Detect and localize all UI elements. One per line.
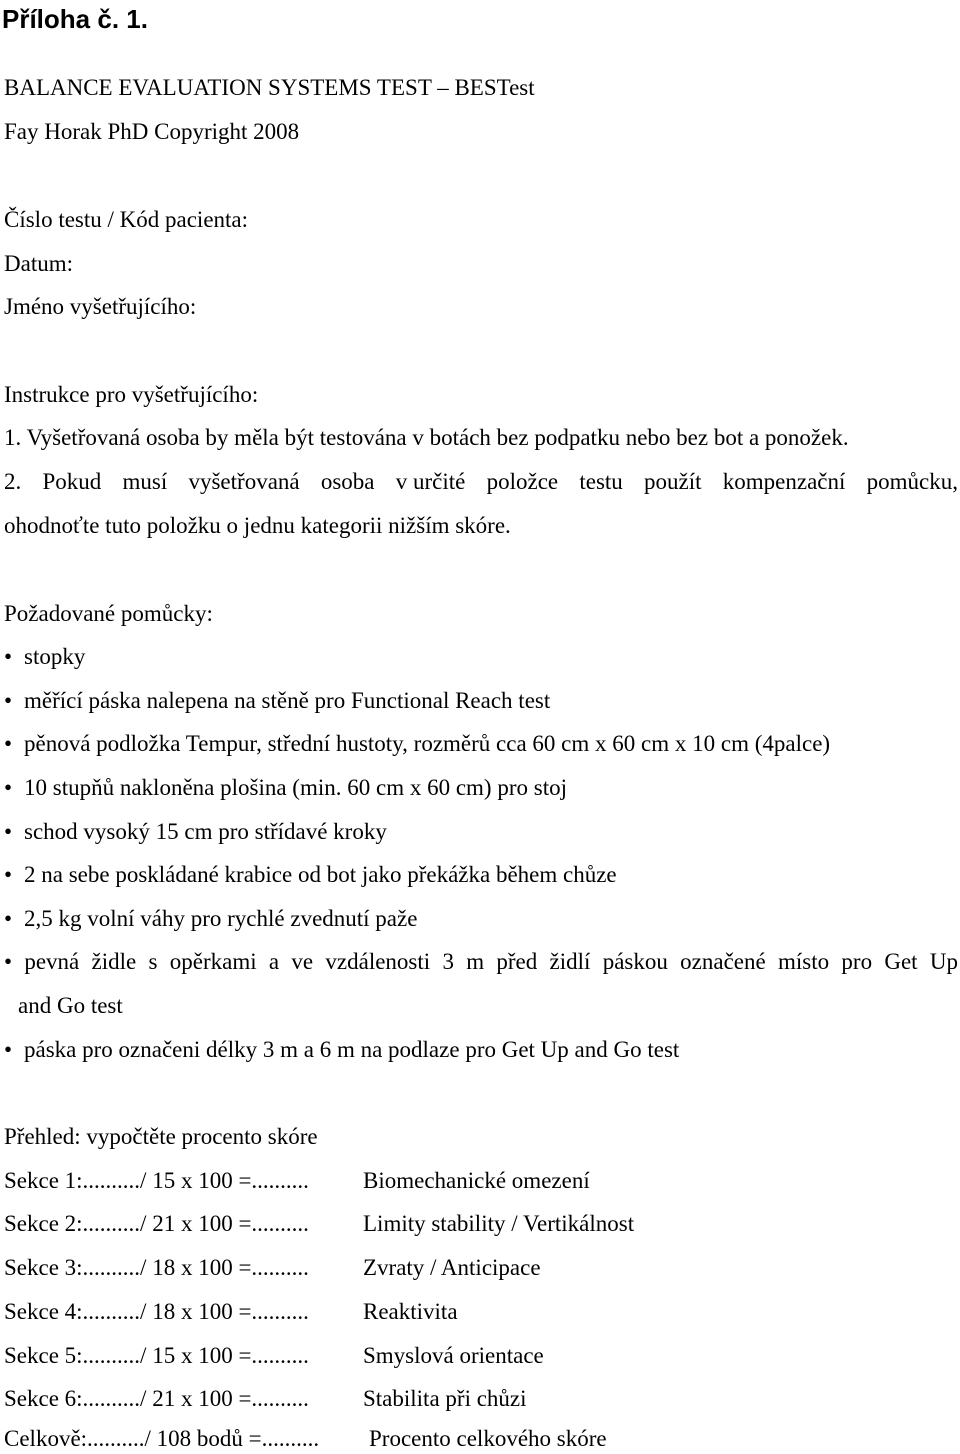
section-row: [4, 1385, 527, 1413]
bullet: •: [4, 819, 13, 844]
word: 2.: [4, 469, 22, 494]
word: osoba: [320, 469, 375, 494]
equipment-item: [4, 861, 617, 889]
bullet: •: [4, 688, 13, 713]
equipment-heading: Požadované pomůcky:: [4, 601, 213, 626]
word: a: [268, 949, 280, 974]
bullet: •: [4, 731, 13, 756]
section-calc: Sekce 6:........../ 21 x 100 =..........: [4, 1386, 309, 1411]
word: v určité: [395, 469, 466, 494]
word: před: [496, 949, 538, 974]
word: testu: [579, 469, 623, 494]
bullet: •: [4, 644, 13, 669]
equipment-item: [4, 774, 567, 802]
equipment-item-chair-continued: and Go test: [18, 993, 123, 1018]
word: musí: [122, 469, 168, 494]
word: pevná: [24, 949, 80, 974]
appendix-heading: Příloha č. 1.: [2, 4, 148, 34]
equipment-item: [4, 1036, 679, 1064]
word: opěrkami: [169, 949, 257, 974]
equipment-item-text: měřící páska nalepena na stěně pro Functional Reach test: [24, 688, 551, 713]
section-category: Smyslová orientace: [363, 1343, 544, 1368]
examiner-label: Jméno vyšetřujícího:: [4, 294, 197, 319]
instruction-1: 1. Vyšetřovaná osoba by měla být testována v botách bez podpatku nebo bez bot a ponožek.: [4, 425, 849, 450]
instruction-2-continued: ohodnoťte tuto položku o jednu kategorii nižším skóre.: [4, 513, 511, 538]
section-category: Stabilita při chůzi: [363, 1386, 527, 1411]
date-label: Datum:: [4, 251, 73, 276]
section-category: Zvraty / Anticipace: [363, 1255, 541, 1280]
section-row: [4, 1342, 544, 1370]
word: židlí: [549, 949, 591, 974]
section-category: Biomechanické omezení: [363, 1168, 590, 1193]
word: pro: [841, 949, 873, 974]
word: kompenzační: [722, 469, 846, 494]
equipment-item: [4, 818, 387, 846]
section-category: Reaktivita: [363, 1299, 458, 1324]
word: židle: [91, 949, 137, 974]
section-calc: Sekce 1:........../ 15 x 100 =..........: [4, 1168, 309, 1193]
word: místo: [778, 949, 830, 974]
summary-heading: Přehled: vypočtěte procento skóre: [4, 1124, 318, 1149]
total-category: Procento celkového skóre: [369, 1426, 607, 1451]
word: Get: [884, 949, 918, 974]
section-row: [4, 1210, 634, 1238]
word: ve: [291, 949, 314, 974]
document-title: BALANCE EVALUATION SYSTEMS TEST – BESTest: [4, 75, 535, 100]
word: vyšetřovaná: [188, 469, 300, 494]
equipment-item-text: stopky: [24, 644, 86, 669]
word: položce: [486, 469, 559, 494]
equipment-item: [4, 730, 830, 758]
word: označené: [680, 949, 766, 974]
section-calc: Sekce 2:........../ 21 x 100 =..........: [4, 1211, 309, 1236]
section-calc: Sekce 5:........../ 15 x 100 =..........: [4, 1343, 309, 1368]
bullet: •: [4, 906, 13, 931]
section-calc: Sekce 3:........../ 18 x 100 =..........: [4, 1255, 309, 1280]
word: použít: [644, 469, 702, 494]
section-calc: Sekce 4:........../ 18 x 100 =..........: [4, 1299, 309, 1324]
section-row: [4, 1167, 590, 1195]
word: 3: [442, 949, 454, 974]
instruction-2: [4, 468, 958, 496]
equipment-item: [4, 687, 550, 715]
equipment-item-text: 2,5 kg volní váhy pro rychlé zvednutí paže: [24, 906, 418, 931]
instructions-heading: Instrukce pro vyšetřujícího:: [4, 382, 259, 407]
bullet: •: [4, 862, 13, 887]
test-code-label: Číslo testu / Kód pacienta:: [4, 207, 249, 232]
word: páskou: [602, 949, 668, 974]
equipment-item-text: pěnová podložka Tempur, střední hustoty, rozměrů cca 60 cm x 60 cm x 10 cm (4palce): [24, 731, 831, 756]
word: vzdálenosti: [325, 949, 431, 974]
equipment-item: [4, 905, 417, 933]
word: s: [148, 949, 158, 974]
section-row: [4, 1298, 458, 1326]
section-category: Limity stability / Vertikálnost: [363, 1211, 635, 1236]
word: m: [466, 949, 485, 974]
bullet: •: [4, 949, 13, 974]
total-calc: Celkově:........../ 108 bodů =..........: [4, 1426, 320, 1451]
equipment-item-text: páska pro označeni délky 3 m a 6 m na podlaze pro Get Up and Go test: [24, 1037, 680, 1062]
section-row: [4, 1254, 541, 1282]
equipment-item-text: schod vysoký 15 cm pro střídavé kroky: [24, 819, 387, 844]
equipment-item-chair: [4, 948, 958, 976]
word: pomůcku,: [866, 469, 958, 494]
word: Pokud: [42, 469, 102, 494]
author-line: Fay Horak PhD Copyright 2008: [4, 119, 300, 144]
bullet: •: [4, 1037, 13, 1062]
total-row: [4, 1425, 607, 1453]
word: Up: [929, 949, 958, 974]
equipment-item-text: 10 stupňů nakloněna plošina (min. 60 cm x 60 cm) pro stoj: [24, 775, 567, 800]
bullet: •: [4, 775, 13, 800]
equipment-item: [4, 643, 85, 671]
equipment-item-text: 2 na sebe poskládané krabice od bot jako překážka během chůze: [24, 862, 617, 887]
